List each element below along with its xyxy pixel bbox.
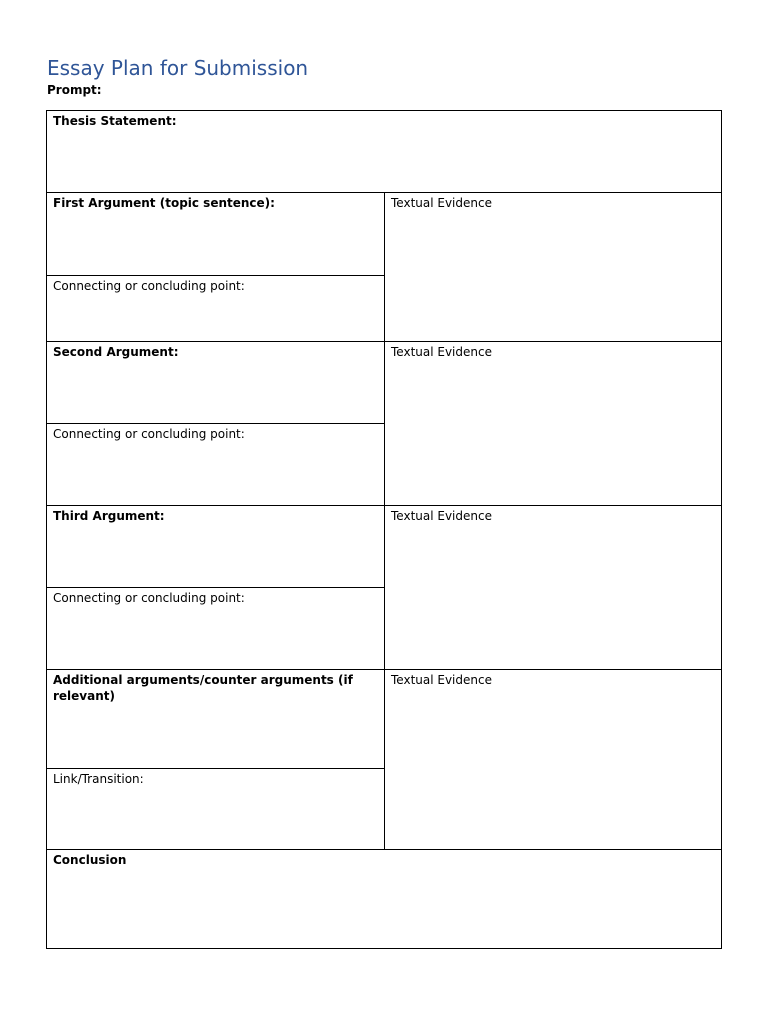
second-connecting-point-label: Connecting or concluding point: <box>53 427 245 441</box>
conclusion-label: Conclusion <box>53 853 127 867</box>
first-textual-evidence-label: Textual Evidence <box>391 196 492 210</box>
second-argument-cell[interactable] <box>46 341 385 424</box>
fourth-textual-evidence-label: Textual Evidence <box>391 673 492 687</box>
fourth-textual-evidence-cell[interactable] <box>384 669 722 851</box>
additional-arguments-cell[interactable] <box>46 669 385 769</box>
prompt-label: Prompt: <box>47 83 102 97</box>
second-textual-evidence-cell[interactable] <box>384 341 722 506</box>
link-transition-label: Link/Transition: <box>53 772 144 786</box>
page-title: Essay Plan for Submission <box>47 56 309 80</box>
first-connecting-point-cell[interactable] <box>46 275 385 342</box>
first-argument-cell[interactable] <box>46 192 385 276</box>
third-connecting-point-label: Connecting or concluding point: <box>53 591 245 605</box>
link-transition-cell[interactable] <box>46 768 385 851</box>
conclusion-cell[interactable] <box>46 849 722 949</box>
third-textual-evidence-cell[interactable] <box>384 505 722 670</box>
third-argument-cell[interactable] <box>46 505 385 588</box>
third-argument-label: Third Argument: <box>53 509 165 523</box>
third-textual-evidence-label: Textual Evidence <box>391 509 492 523</box>
second-textual-evidence-label: Textual Evidence <box>391 345 492 359</box>
first-connecting-point-label: Connecting or concluding point: <box>53 279 245 293</box>
thesis-statement-label: Thesis Statement: <box>53 114 177 128</box>
thesis-statement-cell[interactable] <box>46 110 722 193</box>
first-argument-label: First Argument (topic sentence): <box>53 196 275 210</box>
additional-arguments-label: Additional arguments/counter arguments (if relevant) <box>53 673 353 703</box>
second-connecting-point-cell[interactable] <box>46 423 385 506</box>
second-argument-label: Second Argument: <box>53 345 179 359</box>
first-textual-evidence-cell[interactable] <box>384 192 722 342</box>
third-connecting-point-cell[interactable] <box>46 587 385 670</box>
